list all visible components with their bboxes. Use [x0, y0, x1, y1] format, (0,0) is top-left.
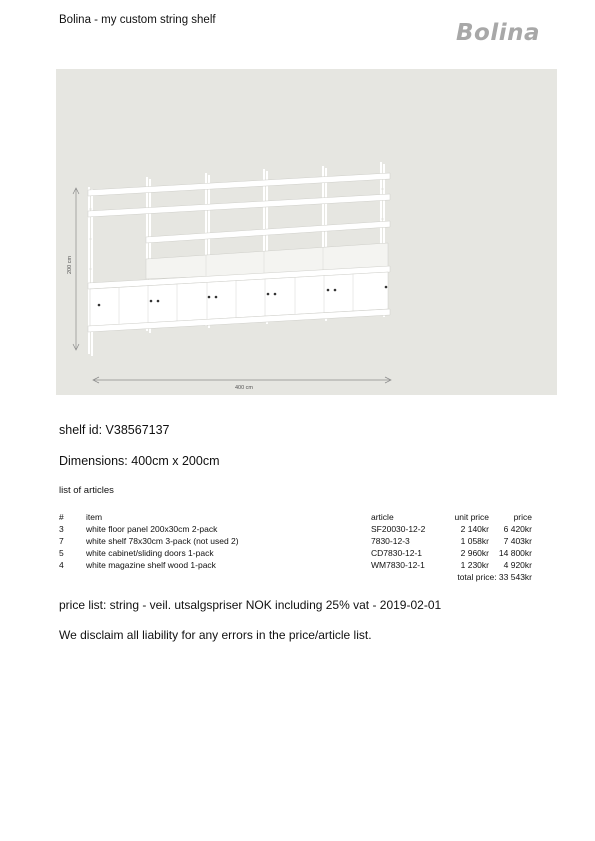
col-article-header: article	[371, 512, 394, 522]
table-row	[59, 535, 532, 547]
table-header-row	[59, 511, 532, 523]
row-price: 6 420kr	[503, 524, 532, 534]
articles-title: list of articles	[59, 485, 114, 496]
row-item: white cabinet/sliding doors 1-pack	[86, 548, 214, 558]
disclaimer: We disclaim all liability for any errors in the price/article list.	[59, 628, 372, 642]
shelf-illustration	[56, 69, 557, 395]
table-row	[59, 559, 532, 571]
row-item: white shelf 78x30cm 3-pack (not used 2)	[86, 536, 239, 546]
page-title: Bolina - my custom string shelf	[59, 14, 216, 26]
articles-table	[59, 511, 532, 583]
width-dimension	[93, 377, 391, 383]
row-unit-price: 2 960kr	[460, 548, 489, 558]
total-row	[59, 571, 532, 583]
row-unit-price: 2 140kr	[460, 524, 489, 534]
shelves	[88, 173, 390, 243]
height-dimension	[73, 188, 79, 350]
row-unit-price: 1 230kr	[460, 560, 489, 570]
brand-logo: Bolina	[456, 20, 540, 46]
col-price-header: price	[513, 512, 532, 522]
row-article: 7830-12-3	[371, 536, 410, 546]
col-num-header: #	[59, 512, 64, 522]
row-price: 14 800kr	[498, 548, 532, 558]
row-item: white floor panel 200x30cm 2-pack	[86, 524, 218, 534]
shelf-drawing	[56, 69, 557, 395]
col-unit-price-header: unit price	[454, 512, 489, 522]
row-unit-price: 1 058kr	[460, 536, 489, 546]
table-row	[59, 547, 532, 559]
width-label: 400 cm	[234, 385, 254, 391]
row-num: 7	[59, 536, 64, 546]
row-article: SF20030-12-2	[371, 524, 426, 534]
row-num: 3	[59, 524, 64, 534]
row-article: CD7830-12-1	[371, 548, 423, 558]
height-label: 200 cm	[67, 255, 73, 275]
table-row	[59, 523, 532, 535]
col-item-header: item	[86, 512, 103, 522]
row-article: WM7830-12-1	[371, 560, 425, 570]
shelf-id: shelf id: V38567137	[59, 423, 170, 437]
row-price: 4 920kr	[503, 560, 532, 570]
dimensions: Dimensions: 400cm x 200cm	[59, 454, 220, 468]
price-list-note: price list: string - veil. utsalgspriser NOK including 25% vat - 2019-02-01	[59, 598, 442, 612]
row-num: 5	[59, 548, 64, 558]
row-item: white magazine shelf wood 1-pack	[86, 560, 216, 570]
row-num: 4	[59, 560, 64, 570]
total-price: total price: 33 543kr	[457, 572, 532, 582]
row-price: 7 403kr	[503, 536, 532, 546]
